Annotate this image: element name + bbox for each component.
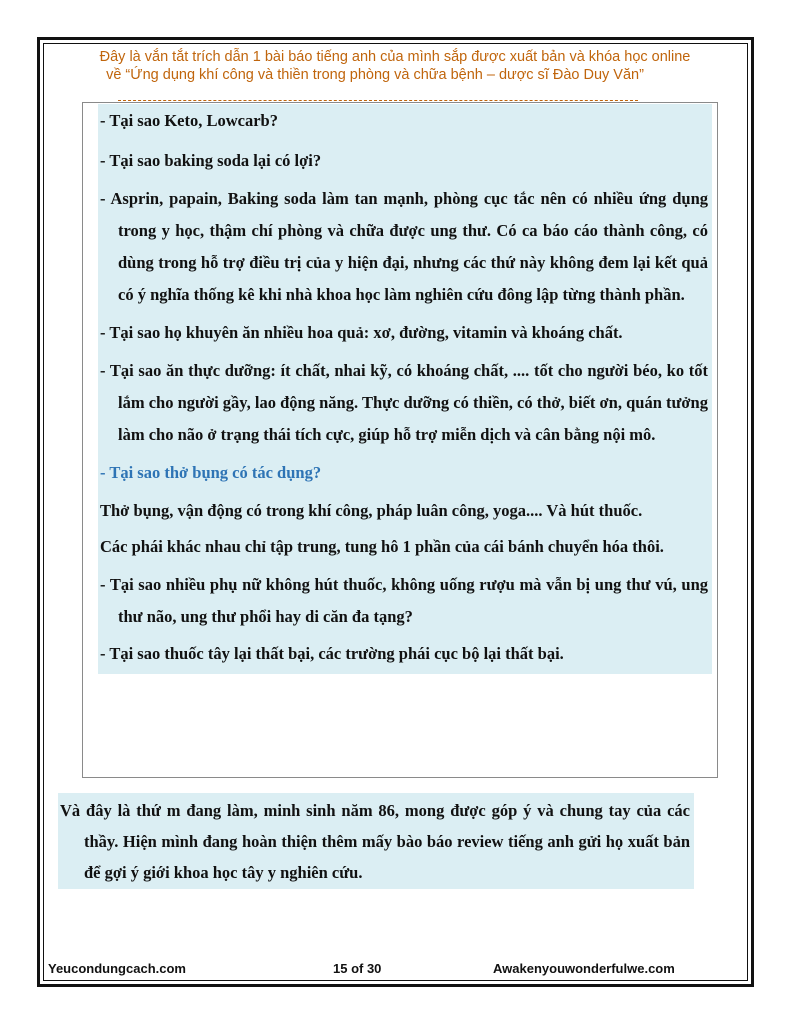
list-item: - Tại sao nhiều phụ nữ không hút thuốc, không uống rượu mà vẫn bị ung thư vú, ung thư não, ung thư phổi hay di căn đa tạng? [100, 575, 708, 626]
paragraph: Thở bụng, vận động có trong khí công, pháp luân công, yoga.... Và hút thuốc. [100, 501, 643, 520]
list-item: - Tại sao Keto, Lowcarb? [100, 111, 278, 130]
closing-paragraph-text: Và đây là thứ m đang làm, minh sinh năm 86, mong được góp ý và chung tay của các thầy. Hiện mình đang hoàn thiện thêm mấy bào báo review tiếng anh gửi họ xuất bản để gợi ý giới khoa học tây y nghiên cứu. [60, 801, 690, 882]
closing-paragraph [58, 793, 694, 889]
list-item: - Tại sao họ khuyên ăn nhiều hoa quả: xơ, đường, vitamin và khoáng chất. [100, 323, 623, 342]
header-line-2: về “Ứng dụng khí công và thiền trong phòng và chữa bệnh – dược sĩ Đào Duy Văn” [106, 67, 644, 83]
list-item: - Tại sao ăn thực dưỡng: ít chất, nhai kỹ, có khoáng chất, .... tốt cho người béo, ko tốt lắm cho người gầy, lao động năng. Thực dưỡng có thiền, có thở, biết ơn, quán tưởng làm cho não ở trạng thái tích cực, giúp hỗ trợ miễn dịch và cân bằng nội mô. [100, 361, 708, 444]
header-divider [118, 100, 638, 101]
paragraph: Các phái khác nhau chỉ tập trung, tung hô 1 phần của cái bánh chuyển hóa thôi. [100, 537, 664, 556]
header-line-1: Đây là vắn tắt trích dẫn 1 bài báo tiếng anh của mình sắp được xuất bản và khóa học online [99, 49, 691, 65]
page-footer [48, 961, 744, 981]
list-item: - Tại sao thuốc tây lại thất bại, các trường phái cục bộ lại thất bại. [100, 644, 564, 663]
section-heading: - Tại sao thở bụng có tác dụng? [100, 463, 322, 482]
footer-right-site: Awakenyouwonderfulwe.com [493, 961, 675, 976]
page-number: 15 of 30 [333, 961, 382, 976]
content-box [98, 104, 712, 674]
list-item: - Asprin, papain, Baking soda làm tan mạnh, phòng cục tắc nên có nhiều ứng dụng trong y học, thậm chí phòng và chữa được ung thư. Có ca báo cáo thành công, có dùng trong hỗ trợ điều trị của y hiện đại, nhưng các thứ này không đem lại kết quả có ý nghĩa thống kê khi nhà khoa học làm nghiên cứu đông lập từng thành phần. [100, 189, 708, 304]
page-header [60, 48, 730, 84]
list-item: - Tại sao baking soda lại có lợi? [100, 151, 322, 170]
footer-left-site: Yeucondungcach.com [48, 961, 186, 976]
